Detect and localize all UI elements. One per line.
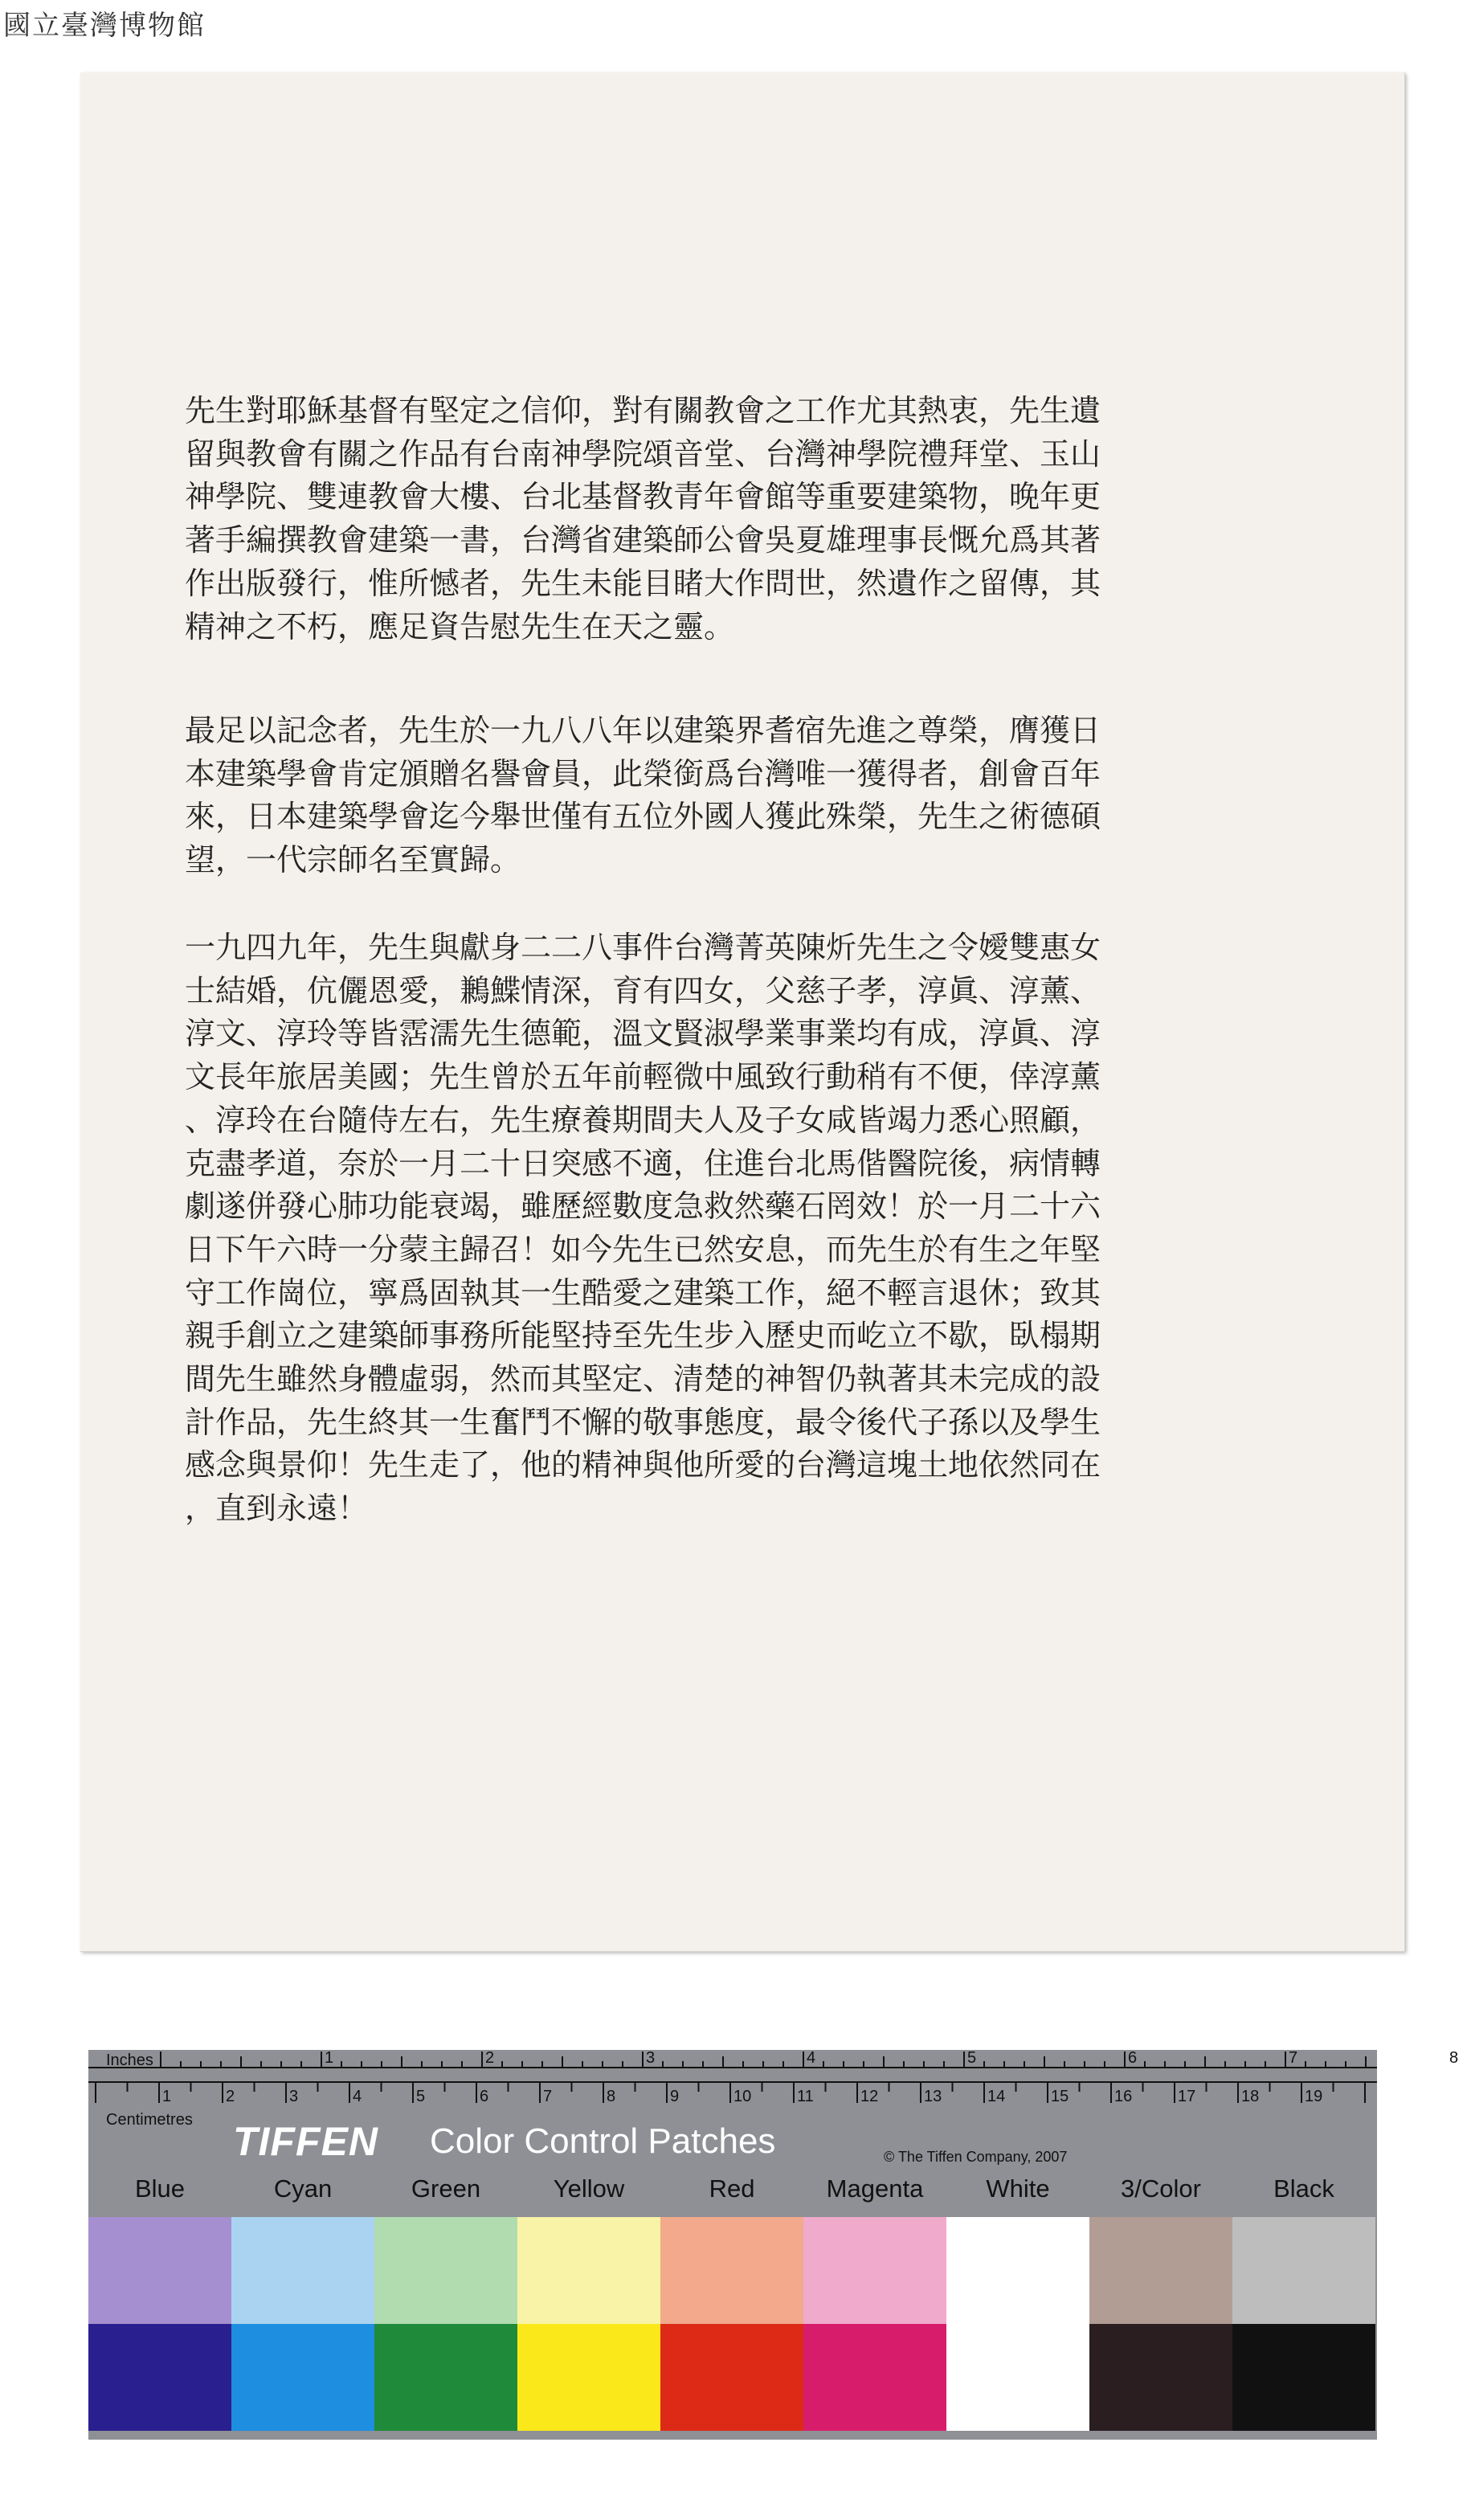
text-line: 間先生雖然身體虛弱，然而其堅定、清楚的神智仍執著其未完成的設	[185, 1361, 1101, 1397]
ruler-number: 13	[924, 2088, 942, 2105]
text-line: 劇遂併發心肺功能衰竭，雖歷經數度急救然藥石罔效！於一月二十六	[185, 1188, 1101, 1225]
paragraph-3	[185, 927, 1165, 1531]
light-patch	[803, 2217, 946, 2324]
light-patch	[1089, 2217, 1232, 2324]
ruler-number: 19	[1305, 2088, 1323, 2105]
text-line: 神學院、雙連教會大樓、台北基督教青年會館等重要建築物，晚年更	[185, 479, 1101, 515]
text-line: 一九四九年，先生與獻身二二八事件台灣菁英陳炘先生之令嬡雙惠女	[185, 930, 1101, 965]
paragraph-2	[185, 710, 1165, 882]
patch-label: Cyan	[273, 2174, 333, 2203]
ruler-number: 12	[860, 2088, 879, 2105]
dark-patch	[803, 2324, 946, 2431]
ruler-number: 17	[1178, 2088, 1196, 2105]
text-line: 先生對耶穌基督有堅定之信仰，對有關教會之工作尤其熱衷，先生遺	[185, 393, 1101, 428]
copyright-text: © The Tiffen Company, 2007	[884, 2149, 1068, 2165]
dark-patch	[231, 2324, 374, 2431]
ruler-number: 7	[543, 2088, 553, 2105]
dark-patch	[946, 2324, 1089, 2431]
inches-label: Inches	[106, 2052, 153, 2069]
card-subtitle: Color Control Patches	[430, 2121, 776, 2161]
text-line: ，直到永遠！	[185, 1491, 369, 1527]
ruler-number: 6	[480, 2088, 489, 2105]
ruler-number: 18	[1241, 2088, 1260, 2105]
light-patch	[517, 2217, 660, 2324]
tiffen-logo: TIFFEN	[233, 2119, 378, 2164]
text-line: 日下午六時一分蒙主歸召！如今先生已然安息，而先生於有生之年堅	[185, 1231, 1101, 1267]
document-page	[80, 72, 1405, 1952]
ruler-number: 3	[289, 2088, 299, 2105]
patch-label: Blue	[134, 2174, 186, 2203]
dark-patch	[1089, 2324, 1232, 2431]
text-line: 精神之不朽，應足資告慰先生在天之靈。	[185, 608, 735, 644]
dark-patch	[374, 2324, 517, 2431]
dark-patch	[517, 2324, 660, 2431]
ruler-number: 4	[807, 2049, 816, 2067]
ruler-number: 8	[607, 2088, 616, 2105]
text-line: 本建築學會肯定頒贈名譽會員，此榮銜爲台灣唯一獲得者，創會百年	[185, 755, 1101, 792]
ruler-number: 16	[1114, 2088, 1133, 2105]
text-line: 最足以記念者，先生於一九八八年以建築界耆宿先進之尊榮，膺獲日	[185, 713, 1101, 748]
text-line: 著手編撰教會建築一書，台灣省建築師公會吳夏雄理事長慨允爲其著	[185, 522, 1101, 558]
ruler-number: 10	[733, 2088, 752, 2105]
light-patch	[231, 2217, 374, 2324]
patch-label: Magenta	[826, 2174, 924, 2203]
ruler-number: 7	[1289, 2049, 1298, 2067]
text-line: 親手創立之建築師事務所能堅持至先生步入歷史而屹立不歇，臥榻期	[185, 1318, 1101, 1354]
light-patch	[1232, 2217, 1375, 2324]
text-line: 計作品，先生終其一生奮鬥不懈的敬事態度，最令後代子孫以及學生	[185, 1404, 1101, 1440]
ruler-number: 1	[325, 2049, 334, 2067]
text-line: 作出版發行，惟所憾者，先生未能目睹大作問世，然遺作之留傳，其	[185, 565, 1101, 601]
text-line: 感念與景仰！先生走了，他的精神與他所愛的台灣這塊土地依然同在	[185, 1447, 1101, 1483]
centimetres-label: Centimetres	[106, 2111, 193, 2129]
text-line: 、淳玲在台隨侍左右，先生療養期間夫人及子女咸皆竭力悉心照顧，	[185, 1102, 1101, 1138]
text-line: 望，一代宗師名至實歸。	[185, 842, 521, 878]
patch-label: White	[986, 2174, 1050, 2203]
ruler-number: 6	[1128, 2049, 1138, 2067]
patch-label: Red	[709, 2174, 755, 2203]
text-line: 士結婚，伉儷恩愛，鶼鰈情深，育有四女，父慈子孝，淳眞、淳薰、	[185, 972, 1101, 1008]
dark-patch	[88, 2324, 231, 2431]
patch-label: Black	[1273, 2174, 1334, 2203]
light-patch	[660, 2217, 803, 2324]
patch-label: 3/Color	[1121, 2174, 1201, 2203]
paragraph-1	[185, 390, 1165, 648]
patch-label: Green	[411, 2174, 481, 2203]
ruler-number: 11	[797, 2088, 814, 2105]
text-line: 守工作崗位，寧爲固執其一生酷愛之建築工作，絕不輕言退休；致其	[185, 1274, 1101, 1311]
text-line: 克盡孝道，奈於一月二十日突感不適，住進台北馬偕醫院後，病情轉	[185, 1145, 1101, 1181]
ruler-number: 4	[353, 2088, 362, 2105]
text-line: 留與教會有關之作品有台南神學院頌音堂、台灣神學院禮拜堂、玉山	[185, 436, 1101, 472]
ruler-number: 2	[226, 2088, 235, 2105]
ruler-number: 8	[1449, 2049, 1459, 2067]
dark-patch	[660, 2324, 803, 2431]
ruler-number: 3	[646, 2049, 656, 2067]
ruler-number: 15	[1051, 2088, 1069, 2105]
museum-watermark: 國立臺灣博物館	[3, 10, 206, 42]
ruler-number: 5	[967, 2049, 977, 2067]
ruler-number: 9	[670, 2088, 680, 2105]
light-patch	[946, 2217, 1089, 2324]
light-patch	[374, 2217, 517, 2324]
dark-patch	[1232, 2324, 1375, 2431]
ruler-number: 2	[485, 2049, 495, 2067]
ruler-number: 1	[162, 2088, 172, 2105]
text-line: 文長年旅居美國；先生曾於五年前輕微中風致行動稍有不便，倖淳薰	[185, 1059, 1101, 1095]
ruler-number: 14	[987, 2088, 1006, 2105]
text-line: 淳文、淳玲等皆霑濡先生德範，溫文賢淑學業事業均有成，淳眞、淳	[185, 1016, 1101, 1052]
light-patch	[88, 2217, 231, 2324]
color-control-card	[88, 2049, 1459, 2440]
ruler-number: 5	[416, 2088, 426, 2105]
patch-label: Yellow	[553, 2174, 625, 2203]
text-line: 來，日本建築學會迄今舉世僅有五位外國人獲此殊榮，先生之術德碩	[185, 799, 1101, 835]
